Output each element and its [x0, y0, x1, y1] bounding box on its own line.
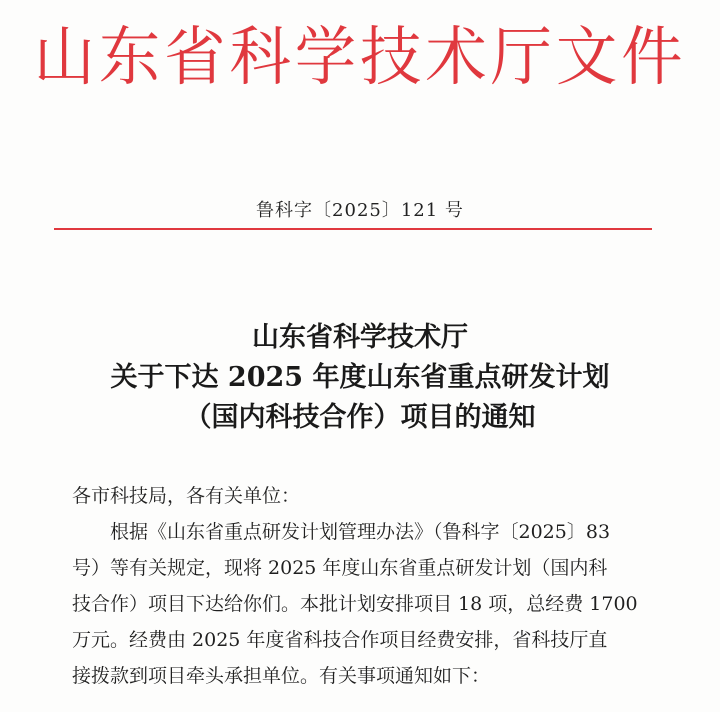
red-divider-line	[54, 228, 652, 230]
notice-body	[72, 478, 662, 694]
paragraph-line: 号）等有关规定，现将 2025 年度山东省重点研发计划（国内科	[72, 557, 608, 579]
title-line-3: （国内科技合作）项目的通知	[184, 402, 536, 433]
document-number: 鲁科字〔2025〕121 号	[256, 200, 464, 221]
title-line-1: 山东省科学技术厅	[252, 322, 468, 353]
paragraph-line: 技合作）项目下达给你们。本批计划安排项目 18 项，总经费 1700	[72, 593, 638, 615]
title-line-2: 关于下达 2025 年度山东省重点研发计划	[110, 362, 610, 393]
paragraph-line: 根据《山东省重点研发计划管理办法》（鲁科字〔2025〕83	[110, 521, 611, 543]
paragraph-line: 接拨款到项目牵头承担单位。有关事项通知如下：	[72, 665, 491, 687]
notice-title	[0, 318, 720, 438]
salutation: 各市科技局，各有关单位：	[72, 485, 301, 507]
issuer-banner: 山东省科学技术厅文件	[33, 21, 687, 95]
paragraph-line: 万元。经费由 2025 年度省科技合作项目经费安排，省科技厅直	[72, 629, 608, 651]
